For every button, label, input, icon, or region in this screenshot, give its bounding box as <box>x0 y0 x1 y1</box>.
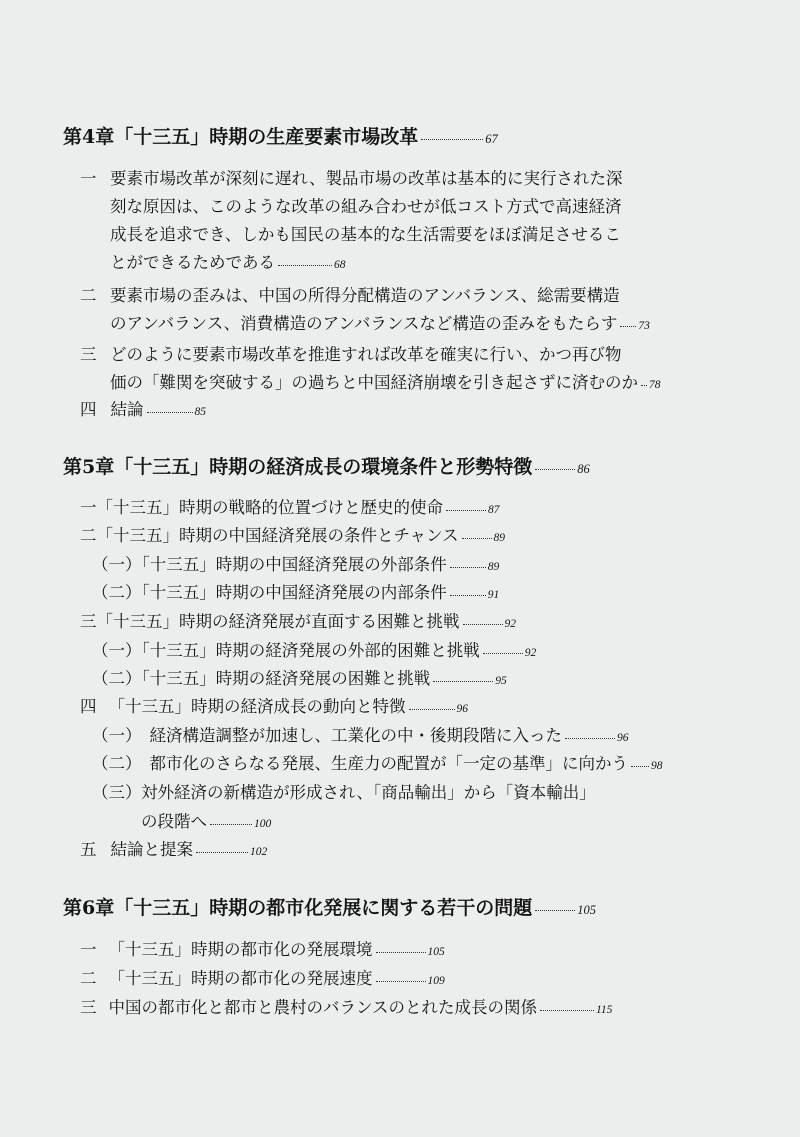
item-marker: 一 <box>80 169 97 188</box>
item-marker: 二 <box>80 969 97 988</box>
page-number: 105 <box>427 946 445 958</box>
chapter-6-heading <box>63 893 596 920</box>
chapter-5-heading <box>63 452 590 479</box>
toc-item <box>80 693 468 717</box>
toc-item <box>92 722 629 746</box>
toc-item <box>80 608 516 632</box>
leader-dots <box>462 537 492 539</box>
item-marker: 五 <box>80 840 97 859</box>
item-text: 「十三五」時期の戦略的位置づけと歴史的使命 <box>96 498 443 517</box>
toc-item <box>80 836 267 860</box>
leader-dots <box>376 951 426 953</box>
item-line-last <box>110 249 346 273</box>
page-number: 95 <box>495 675 507 687</box>
leader-dots <box>641 384 647 386</box>
item-line: どのように要素市場改革を推進すれば改革を確実に行い、かつ再び物 <box>110 345 622 364</box>
leader-dots <box>463 623 503 625</box>
leader-dots <box>483 652 523 654</box>
page-number: 115 <box>596 1004 613 1016</box>
item-marker: （三） <box>92 783 142 802</box>
item-text: 「十三五」時期の経済発展が直面する困難と挑戦 <box>96 612 460 631</box>
page-number: 86 <box>577 462 590 476</box>
item-text: 「十三五」時期の経済発展の外部的困難と挑戦 <box>141 641 480 660</box>
toc-item <box>80 494 500 518</box>
item-line: 刻な原因は、このような改革の組み合わせが低コスト方式で高速経済 <box>110 197 622 216</box>
page-number: 98 <box>651 760 663 772</box>
toc-item <box>92 750 663 774</box>
leader-dots <box>421 138 483 140</box>
page-number: 92 <box>504 618 516 630</box>
leader-dots <box>631 765 649 767</box>
item-marker: （一） <box>92 726 142 745</box>
item-text: 結論 <box>110 400 144 419</box>
item-text: 都市化のさらなる発展、生産力の配置が「一定の基準」に向かう <box>149 754 628 773</box>
leader-dots <box>450 594 486 596</box>
item-marker: （一） <box>92 641 142 660</box>
item-line: 対外経済の新構造が形成され、「商品輸出」から「資本輸出」 <box>141 783 596 802</box>
item-line: 成長を追求でき、しかも国民の基本的な生活需要をほぼ満足させるこ <box>110 225 621 244</box>
leader-dots <box>565 737 615 739</box>
toc-item <box>92 665 507 689</box>
toc-item <box>80 994 612 1018</box>
item-marker: 三 <box>80 998 97 1017</box>
item-text: 「十三五」時期の中国経済発展の条件とチャンス <box>96 526 459 545</box>
toc-item <box>92 579 499 603</box>
item-line: 要素市場改革が深刻に遅れ、製品市場の改革は基本的に実行された深 <box>110 169 623 188</box>
leader-dots <box>433 680 493 682</box>
chapter-4-heading <box>63 122 498 149</box>
item-marker: （一） <box>92 555 142 574</box>
page-number: 89 <box>493 532 506 544</box>
toc-item <box>80 965 445 989</box>
toc-item <box>92 551 499 575</box>
item-text: の段階へ <box>141 812 207 831</box>
chapter-title: 第6章「十三五」時期の都市化発展に関する若干の問題 <box>63 897 533 919</box>
item-marker: 三 <box>80 612 97 631</box>
leader-dots <box>446 509 486 511</box>
page-number: 67 <box>485 132 498 146</box>
item-text: 「十三五」時期の中国経済発展の内部条件 <box>141 583 447 602</box>
item-text: 「十三五」時期の都市化の発展環境 <box>108 940 373 959</box>
item-line: 要素市場の歪みは、中国の所得分配構造のアンバランス、総需要構造 <box>110 286 620 305</box>
chapter-title: 第5章「十三五」時期の経済成長の環境条件と形勢特徴 <box>63 456 533 478</box>
item-text: 「十三五」時期の中国経済発展の外部条件 <box>141 555 447 574</box>
page-number: 89 <box>487 561 500 573</box>
page-number: 109 <box>427 975 445 987</box>
item-marker: 四 <box>80 400 97 419</box>
page-number: 85 <box>194 406 206 418</box>
page-number: 96 <box>617 732 629 744</box>
leader-dots <box>278 264 332 266</box>
item-marker: 四 <box>80 697 97 716</box>
item-text: 結論と提案 <box>110 840 193 859</box>
page-number: 96 <box>456 703 468 715</box>
leader-dots <box>540 1009 594 1011</box>
leader-dots <box>450 566 486 568</box>
page-number: 87 <box>488 504 500 516</box>
item-text: 「十三五」時期の経済発展の困難と挑戦 <box>141 669 431 688</box>
page-number: 91 <box>487 589 500 601</box>
item-line-last <box>110 369 661 393</box>
leader-dots <box>210 823 252 825</box>
item-line-last <box>110 310 650 334</box>
page-number: 100 <box>254 818 272 830</box>
item-marker: 一 <box>80 940 97 959</box>
toc-item <box>92 637 536 661</box>
item-marker: 二 <box>80 286 97 305</box>
leader-dots <box>147 411 193 413</box>
toc-item <box>80 522 505 546</box>
leader-dots <box>409 708 455 710</box>
page-number: 105 <box>577 903 596 917</box>
leader-dots <box>196 851 248 853</box>
leader-dots <box>620 325 636 327</box>
page-number: 78 <box>649 379 661 391</box>
toc-item <box>80 936 445 960</box>
leader-dots <box>535 468 575 470</box>
page-number: 68 <box>334 259 346 271</box>
item-text: 価の「難関を突破する」の過ちと中国経済崩壊を引き起さずに済むのか <box>110 373 638 392</box>
item-marker: （二） <box>92 583 142 602</box>
page-number: 73 <box>638 320 650 332</box>
item-marker: （二） <box>92 669 142 688</box>
chapter-title: 第4章「十三五」時期の生産要素市場改革 <box>63 126 419 148</box>
leader-dots <box>376 980 426 982</box>
item-marker: 三 <box>80 345 97 364</box>
item-text: のアンバランス、消費構造のアンバランスなど構造の歪みをもたらす <box>110 314 618 333</box>
leader-dots <box>535 909 575 911</box>
item-marker: 一 <box>80 498 97 517</box>
item-text: 中国の都市化と都市と農村のバランスのとれた成長の関係 <box>108 998 538 1017</box>
item-line-last <box>141 808 271 832</box>
item-marker: 二 <box>80 526 97 545</box>
item-text: 経済構造調整が加速し、工業化の中・後期段階に入った <box>149 726 562 745</box>
item-text: 「十三五」時期の都市化の発展速度 <box>108 969 373 988</box>
page-number: 92 <box>524 647 537 659</box>
item-text: とができるためである <box>110 253 275 272</box>
page-number: 102 <box>250 846 268 858</box>
item-marker: （二） <box>92 754 142 773</box>
toc-item <box>80 396 206 420</box>
item-text: 「十三五」時期の経済成長の動向と特徴 <box>108 697 406 716</box>
